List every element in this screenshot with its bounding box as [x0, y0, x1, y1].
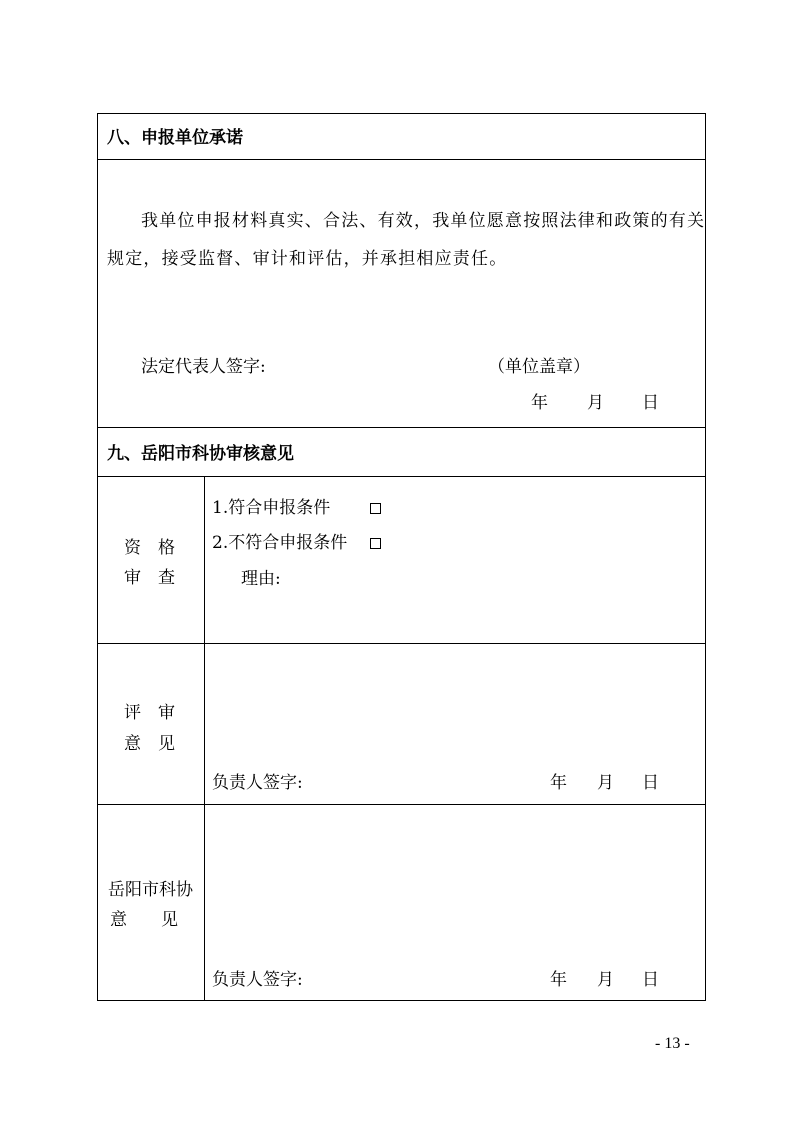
date-year: 年	[531, 393, 548, 413]
association-signer-label: 负责人签字:	[212, 970, 303, 990]
commitment-text-line2: 规定，接受监督、审计和评估，并承担相应责任。	[107, 249, 508, 269]
review-label-line1: 评 审	[124, 703, 175, 723]
review-signer-label: 负责人签字:	[212, 773, 303, 793]
reason-label: 理由:	[241, 569, 281, 589]
divider-section8-header	[97, 159, 706, 160]
divider-qualification-review	[97, 643, 706, 644]
review-date-year: 年	[550, 773, 567, 793]
option-not-qualified: 2.不符合申报条件	[212, 533, 348, 553]
option-qualified: 1.符合申报条件	[212, 498, 331, 518]
qualified-checkbox[interactable]	[370, 503, 381, 514]
review-label-line2: 意 见	[124, 734, 175, 754]
divider-section9-start	[97, 427, 706, 428]
review-date-month: 月	[597, 773, 614, 793]
seal-label: （单位盖章）	[488, 357, 590, 377]
association-date-year: 年	[550, 970, 567, 990]
commitment-text-line1: 我单位申报材料真实、合法、有效，我单位愿意按照法律和政策的有关	[141, 211, 706, 231]
not-qualified-checkbox[interactable]	[370, 538, 381, 549]
qualification-label-line1: 资 格	[124, 538, 175, 558]
divider-review-association	[97, 804, 706, 805]
review-date-day: 日	[642, 773, 659, 793]
section8-title: 八、申报单位承诺	[107, 128, 243, 148]
page-number: - 13 -	[655, 1035, 690, 1052]
form-table	[97, 113, 706, 1001]
date-month: 月	[587, 393, 604, 413]
section9-title: 九、岳阳市科协审核意见	[107, 444, 294, 464]
qualification-label-line2: 审 查	[124, 568, 175, 588]
association-date-month: 月	[597, 970, 614, 990]
association-label-line2: 意 见	[110, 910, 178, 930]
association-date-day: 日	[642, 970, 659, 990]
association-label-line1: 岳阳市科协	[108, 880, 193, 900]
divider-section9-header	[97, 476, 706, 477]
date-day: 日	[642, 393, 659, 413]
label-column-divider	[204, 476, 205, 1001]
legal-rep-signature-label: 法定代表人签字:	[141, 357, 266, 377]
